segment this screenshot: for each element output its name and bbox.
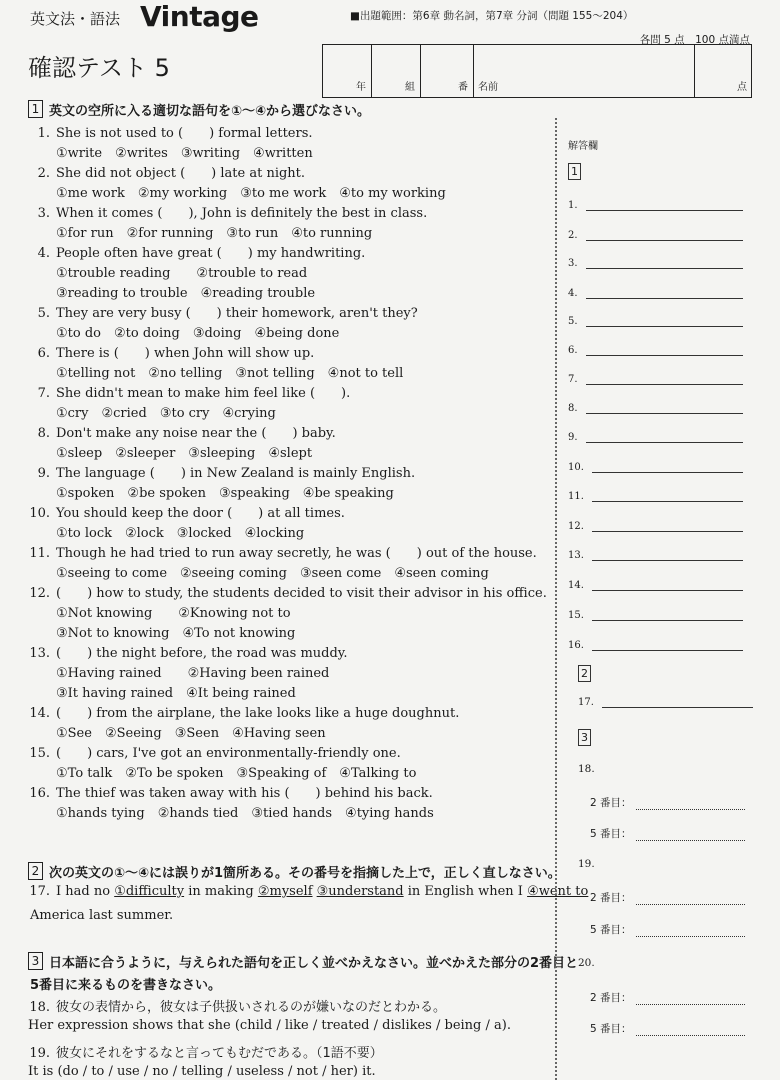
question-text: I had no (56, 884, 115, 899)
question-4 (20, 242, 365, 261)
answer-slot-label: 2 番目： (590, 892, 632, 904)
answer-choices: ③reading to trouble ④reading trouble (56, 286, 316, 301)
answer-choices: ①spoken ②be spoken ③speaking ④be speaking (56, 486, 394, 501)
section-instruction: 次の英文の①〜④には誤りが1箇所ある。その番号を指摘した上で，正しく直しなさい。 (49, 866, 561, 881)
question-12 (20, 582, 547, 601)
question-text: ( ) the night before, the road was muddy. (56, 646, 348, 661)
answer-number: 3. (568, 258, 578, 269)
question-text: The thief was taken away with his ( ) behind his back. (56, 786, 433, 801)
marked-part-1: ①difficulty (114, 884, 185, 899)
answer-line-8[interactable] (568, 403, 743, 414)
answer-choices: ①to lock ②lock ③locked ④locking (56, 526, 305, 541)
question-18-english: Her expression shows that she (child / like / treated / dislikes / being / a). (28, 1018, 511, 1033)
japanese-sentence: 彼女にそれをするなと言ってもむだである。（1語不要） (56, 1046, 383, 1061)
answer-section-2-marker: 2 (578, 665, 591, 682)
answer-line-16[interactable] (568, 640, 743, 651)
answer-line-14[interactable] (568, 580, 743, 591)
question-number: 5. (37, 306, 50, 321)
question-11 (20, 542, 537, 561)
answer-number: 17. (578, 697, 594, 708)
question-number: 10. (29, 506, 50, 521)
question-19-japanese (20, 1042, 383, 1061)
name-cell[interactable] (474, 45, 695, 97)
question-5 (20, 302, 418, 321)
question-17 (20, 884, 588, 899)
answer-number: 4. (568, 288, 578, 299)
year-label: 年 (356, 82, 366, 93)
question-text: in English when I (403, 884, 528, 899)
answer-number: 1. (568, 200, 578, 211)
answer-slot-label: 2 番目： (590, 797, 632, 809)
question-number: 9. (37, 466, 50, 481)
answer-line-7[interactable] (568, 374, 743, 385)
answer-line-2[interactable] (568, 230, 743, 241)
answer-20-second[interactable] (590, 990, 745, 1005)
answer-choices: ①cry ②cried ③to cry ④crying (56, 406, 276, 421)
question-18-japanese (20, 996, 446, 1015)
section-1-heading (28, 100, 370, 119)
number-label: 番 (458, 82, 468, 93)
answer-choices: ①trouble reading ②trouble to read (56, 266, 308, 281)
question-number: 1. (37, 126, 50, 141)
question-text: in making (184, 884, 258, 899)
question-text: When it comes ( ), John is definitely the best in class. (56, 206, 428, 221)
question-text: ( ) from the airplane, the lake looks like a huge doughnut. (56, 706, 460, 721)
question-19-english: It is (do / to / use / no / telling / useless / not / her) it. (28, 1064, 376, 1079)
name-label: 名前 (478, 82, 498, 93)
question-number: 3. (37, 206, 50, 221)
answer-line-13[interactable] (568, 550, 743, 561)
answer-number: 12. (568, 521, 584, 532)
answer-slot-label: 5 番目： (590, 828, 632, 840)
marked-part-2: ②myself (257, 884, 313, 899)
question-number: 12. (29, 586, 50, 601)
points-label: 点 (737, 82, 747, 93)
question-2 (20, 162, 305, 181)
answer-number: 11. (568, 491, 584, 502)
answer-number: 5. (568, 316, 578, 327)
question-number: 19. (29, 1046, 50, 1061)
answer-choices: ③Not to knowing ④To not knowing (56, 626, 296, 641)
class-label: 組 (405, 82, 415, 93)
question-13 (20, 642, 348, 661)
student-info-box (322, 44, 752, 98)
answer-number: 10. (568, 462, 584, 473)
question-number: 13. (29, 646, 50, 661)
answer-line-5[interactable] (568, 316, 743, 327)
question-text: ( ) how to study, the students decided to visit their advisor in his office. (56, 586, 547, 601)
section-3-heading (28, 952, 578, 971)
answer-choices: ①write ②writes ③writing ④written (56, 146, 313, 161)
answer-line-10[interactable] (568, 462, 743, 473)
answer-section-1-marker: 1 (568, 163, 581, 180)
answer-18-second[interactable] (590, 795, 745, 810)
answer-number: 16. (568, 640, 584, 651)
column-divider (555, 118, 557, 1080)
answer-number: 9. (568, 432, 578, 443)
question-text: Don't make any noise near the ( ) baby. (56, 426, 336, 441)
question-number: 6. (37, 346, 50, 361)
section-number: 2 (28, 862, 43, 880)
section-instruction-line1: 日本語に合うように，与えられた語句を正しく並べかえなさい。並べかえた部分の2番目と (49, 956, 579, 971)
question-number: 18. (29, 1000, 50, 1015)
question-number: 11. (29, 546, 50, 561)
question-text: She is not used to ( ) formal letters. (56, 126, 313, 141)
question-17-line2: America last summer. (30, 908, 174, 923)
answer-slot-label: 2 番目： (590, 992, 632, 1004)
question-number: 16. (29, 786, 50, 801)
question-number: 14. (29, 706, 50, 721)
score-info: 各問 5 点 100 点満点 (639, 34, 750, 46)
exam-scope: ■出題範囲：第6章 動名詞，第7章 分詞（問題 155〜204） (350, 10, 634, 22)
answer-number-19: 19. (578, 858, 595, 870)
answer-slot-label: 5 番目： (590, 924, 632, 936)
answer-choices: ①hands tying ②hands tied ③tied hands ④tying hands (56, 806, 434, 821)
answer-column-label: 解答欄 (568, 141, 598, 152)
answer-line-11[interactable] (568, 491, 743, 502)
answer-choices: ③It having rained ④It being rained (56, 686, 296, 701)
answer-number-20: 20. (578, 957, 595, 969)
answer-20-fifth[interactable] (590, 1021, 745, 1036)
japanese-sentence: 彼女の表情から，彼女は子供扱いされるのが嫌いなのだとわかる。 (56, 1000, 447, 1015)
answer-line-1[interactable] (568, 200, 743, 211)
question-text: People often have great ( ) my handwriting. (56, 246, 366, 261)
question-text: She didn't mean to make him feel like ( ). (56, 386, 351, 401)
answer-line-4[interactable] (568, 288, 743, 299)
answer-number-18: 18. (578, 763, 595, 775)
question-text: She did not object ( ) late at night. (56, 166, 306, 181)
points-cell[interactable] (695, 45, 751, 97)
question-text: Though he had tried to run away secretly, he was ( ) out of the house. (56, 546, 537, 561)
answer-number: 2. (568, 230, 578, 241)
number-cell[interactable] (421, 45, 474, 97)
brand-logo: Vintage (140, 0, 259, 33)
answer-line-6[interactable] (568, 345, 743, 356)
question-number: 4. (37, 246, 50, 261)
question-number: 2. (37, 166, 50, 181)
question-14 (20, 702, 459, 721)
answer-number: 14. (568, 580, 584, 591)
marked-part-4: ④went to (527, 884, 589, 899)
question-number: 17. (29, 884, 50, 899)
answer-choices: ①To talk ②To be spoken ③Speaking of ④Talking to (56, 766, 417, 781)
question-1 (20, 122, 313, 141)
section-3-instruction-line2: 5番目に来るものを書きなさい。 (30, 978, 222, 993)
question-text: You should keep the door ( ) at all times. (56, 506, 345, 521)
question-16 (20, 782, 433, 801)
answer-choices: ①Not knowing ②Knowing not to (56, 606, 291, 621)
answer-line-3[interactable] (568, 258, 743, 269)
answer-choices: ①for run ②for running ③to run ④to running (56, 226, 373, 241)
answer-19-second[interactable] (590, 890, 745, 905)
question-text: They are very busy ( ) their homework, aren't they? (56, 306, 418, 321)
class-cell[interactable] (372, 45, 421, 97)
answer-choices: ①Having rained ②Having been rained (56, 666, 330, 681)
page-title: 確認テスト 5 (28, 54, 170, 82)
answer-choices: ①telling not ②no telling ③not telling ④not to tell (56, 366, 404, 381)
answer-number: 13. (568, 550, 584, 561)
question-text: There is ( ) when John will show up. (56, 346, 315, 361)
answer-choices: ①to do ②to doing ③doing ④being done (56, 326, 340, 341)
question-6 (20, 342, 314, 361)
answer-number: 6. (568, 345, 578, 356)
answer-line-12[interactable] (568, 521, 743, 532)
question-15 (20, 742, 401, 761)
subject-label: 英文法・語法 (30, 10, 121, 28)
answer-choices: ①sleep ②sleeper ③sleeping ④slept (56, 446, 313, 461)
answer-18-fifth[interactable] (590, 826, 745, 841)
question-9 (20, 462, 415, 481)
question-text: The language ( ) in New Zealand is mainly English. (56, 466, 416, 481)
answer-line-9[interactable] (568, 432, 743, 443)
section-2-heading (28, 862, 561, 881)
question-text: ( ) cars, I've got an environmentally-friendly one. (56, 746, 401, 761)
question-8 (20, 422, 336, 441)
marked-part-3: ③understand (316, 884, 404, 899)
question-3 (20, 202, 427, 221)
answer-choices: ①seeing to come ②seeing coming ③seen come ④seen coming (56, 566, 489, 581)
answer-number: 8. (568, 403, 578, 414)
question-7 (20, 382, 350, 401)
answer-section-3-marker: 3 (578, 729, 591, 746)
section-number: 1 (28, 100, 43, 118)
question-number: 7. (37, 386, 50, 401)
question-10 (20, 502, 345, 521)
answer-number: 15. (568, 610, 584, 621)
answer-number: 7. (568, 374, 578, 385)
answer-choices: ①See ②Seeing ③Seen ④Having seen (56, 726, 326, 741)
answer-slot-label: 5 番目： (590, 1023, 632, 1035)
question-number: 15. (29, 746, 50, 761)
answer-line-15[interactable] (568, 610, 743, 621)
answer-choices: ①me work ②my working ③to me work ④to my working (56, 186, 446, 201)
question-number: 8. (37, 426, 50, 441)
section-instruction: 英文の空所に入る適切な語句を①〜④から選びなさい。 (49, 104, 371, 119)
answer-line-17[interactable] (578, 697, 753, 708)
answer-19-fifth[interactable] (590, 922, 745, 937)
year-cell[interactable] (323, 45, 372, 97)
section-number: 3 (28, 952, 43, 970)
